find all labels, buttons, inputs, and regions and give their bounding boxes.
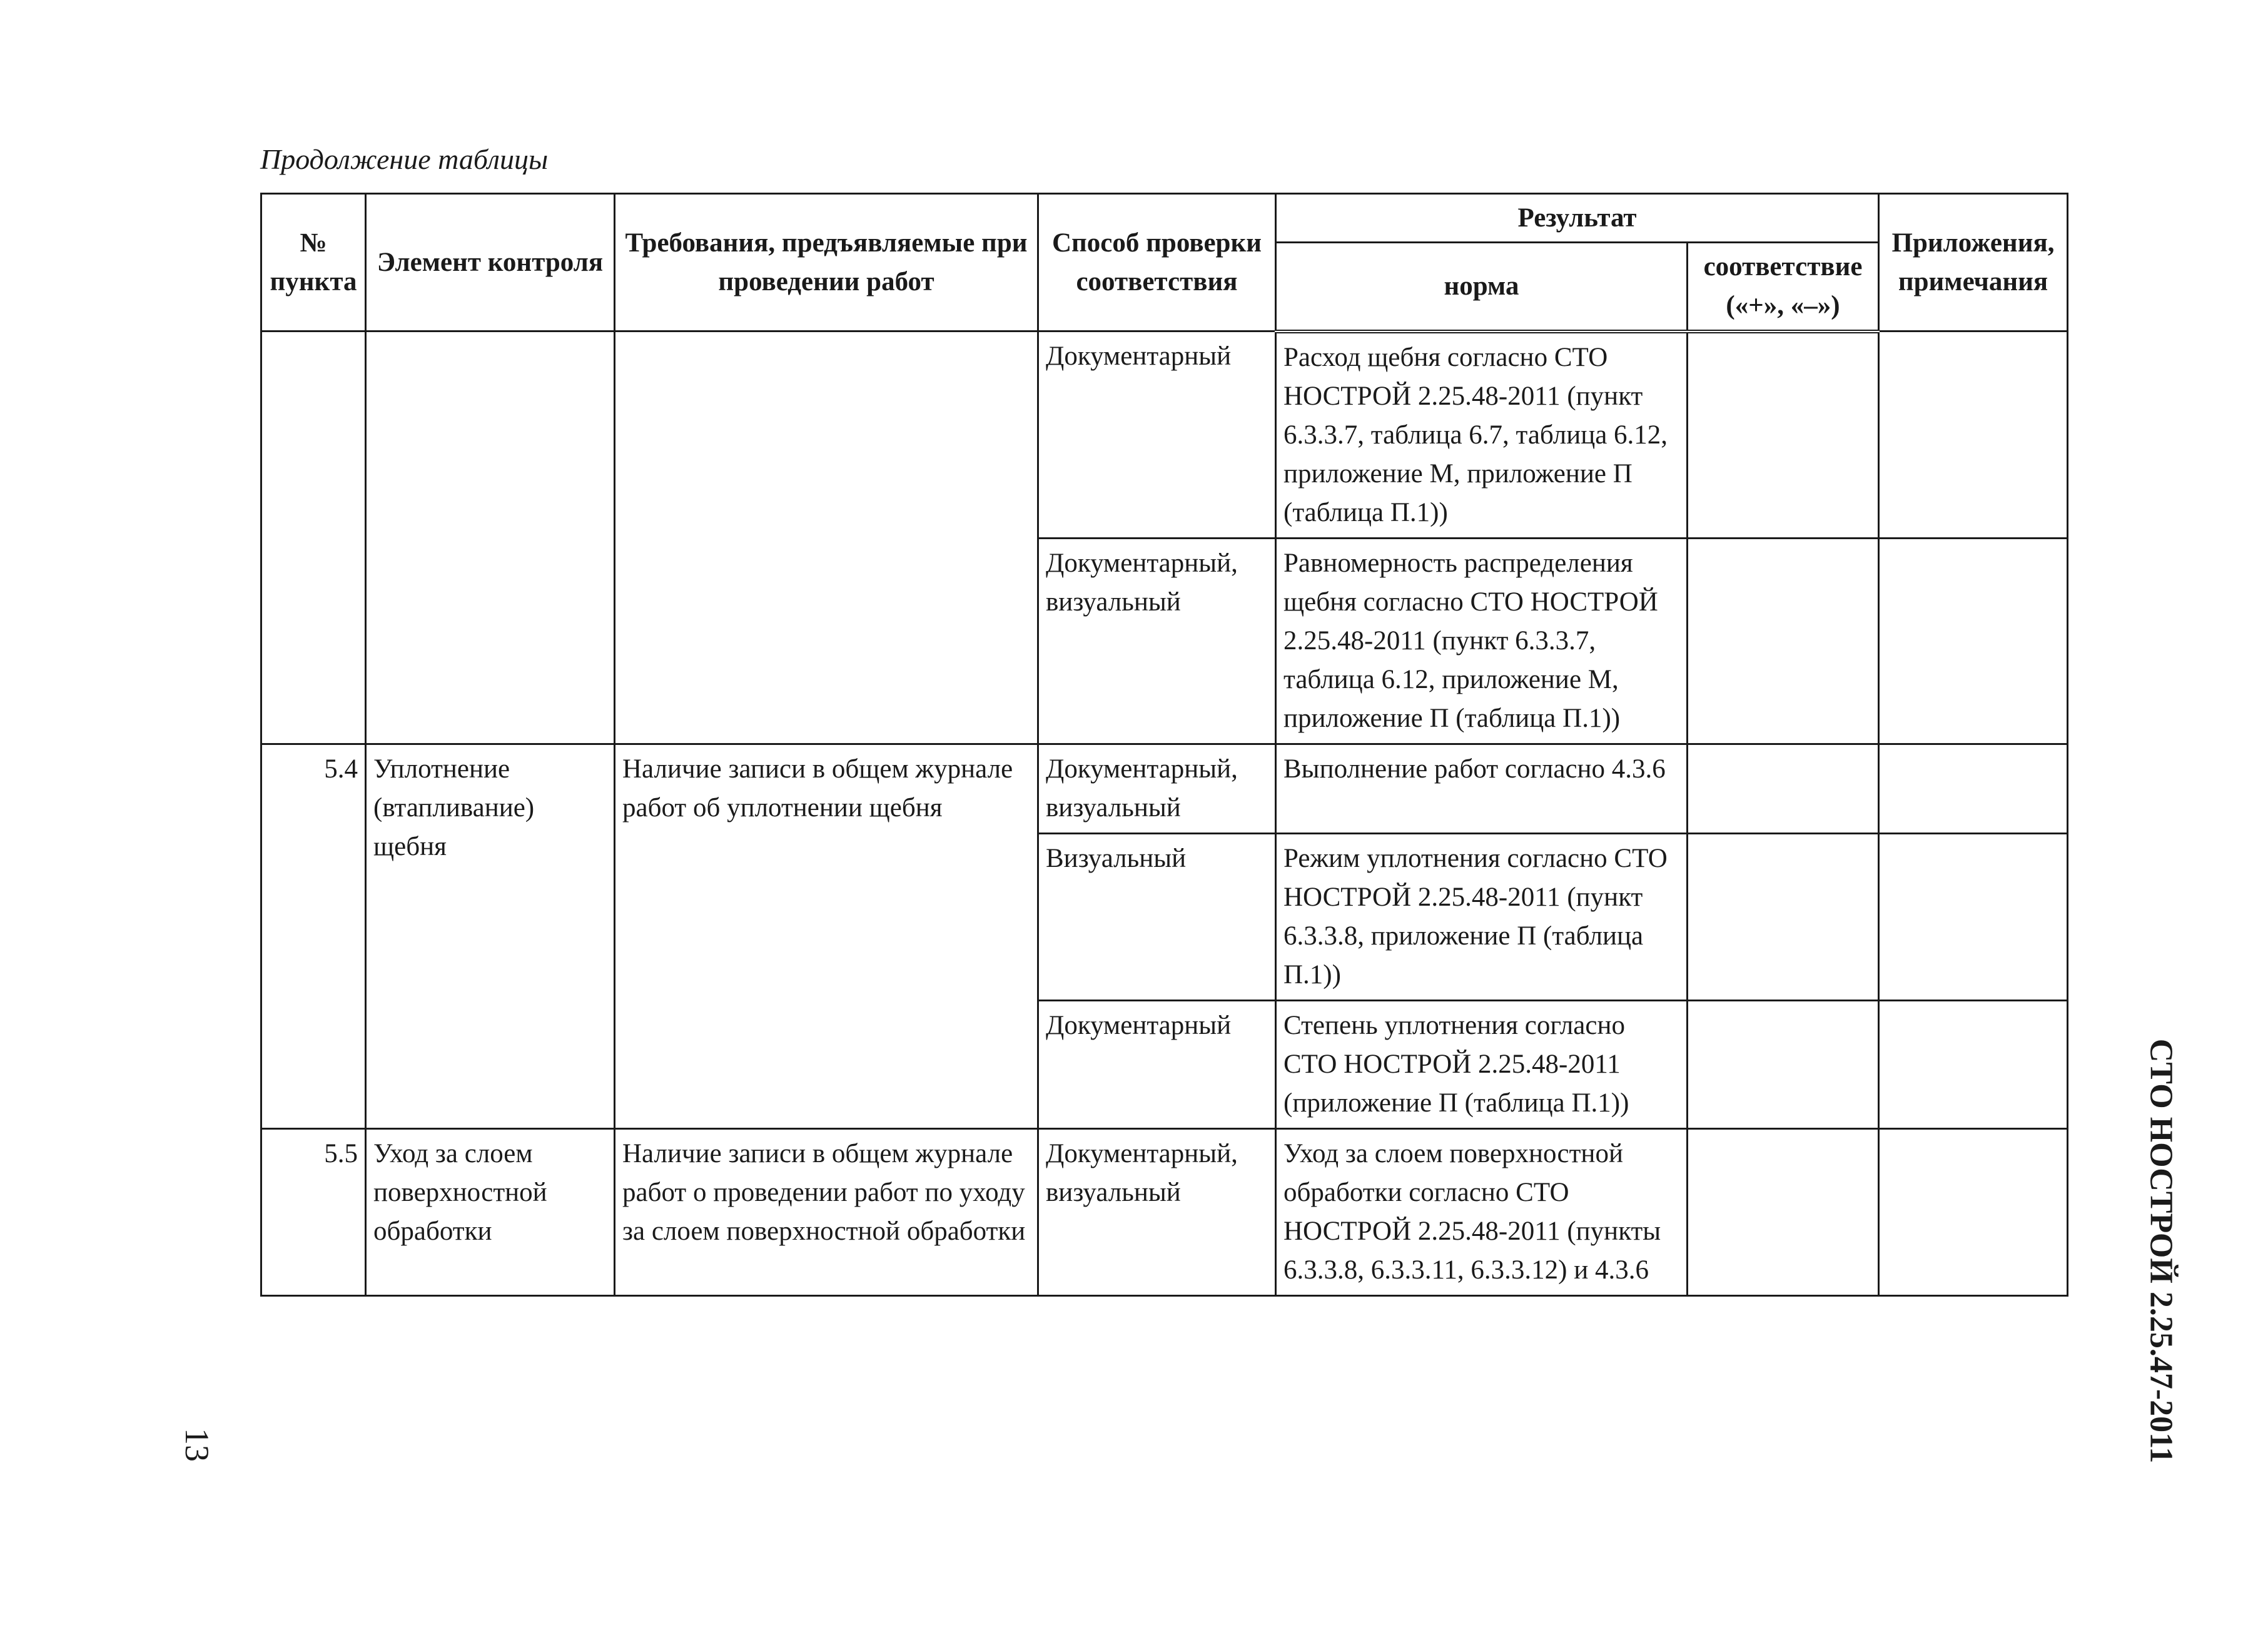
cell-notes [1879,332,2068,539]
cell-requirements: Наличие записи в общем журнале работ о проведении работ по уходу за слоем поверхностной обработки [615,1128,1038,1295]
cell-norm: Расход щебня согласно СТО НОСТРОЙ 2.25.48-2011 (пункт 6.3.3.7, таблица 6.7, таблица 6.12, приложение М, приложение П (таблица П.1)) [1276,332,1688,539]
cell-compliance [1688,744,1879,833]
cell-method: Документарный, визуальный [1038,538,1276,744]
cell-compliance [1688,1128,1879,1295]
cell-method: Визуальный [1038,833,1276,1000]
table-row [261,332,2068,539]
cell-notes [1879,538,2068,744]
document-code-text: СТО НОСТРОЙ 2.25.47-2011 [2143,1038,2179,1464]
cell-element [366,332,615,744]
control-table [260,193,2068,1297]
page-number-text: 13 [178,1428,216,1462]
cell-requirements: Наличие записи в общем журнале работ об уплотнении щебня [615,744,1038,1128]
cell-norm: Режим уплотнения согласно СТО НОСТРОЙ 2.25.48-2011 (пункт 6.3.3.8, приложение П (таблица П.1)) [1276,833,1688,1000]
cell-compliance [1688,332,1879,539]
header-element: Элемент контроля [366,194,615,332]
cell-notes [1879,744,2068,833]
header-norm: норма [1276,243,1688,332]
cell-norm: Степень уплотнения согласно СТО НОСТРОЙ 2.25.48-2011 (приложение П (таблица П.1)) [1276,1000,1688,1128]
document-code-side-title [2142,1038,2180,1464]
table-row [261,1128,2068,1295]
cell-compliance [1688,538,1879,744]
cell-norm: Уход за слоем поверхностной обработки согласно СТО НОСТРОЙ 2.25.48-2011 (пункты 6.3.3.8, 6.3.3.11, 6.3.3.12) и 4.3.6 [1276,1128,1688,1295]
table-row [261,744,2068,833]
cell-compliance [1688,833,1879,1000]
cell-element: Уход за слоем поверхностной обработки [366,1128,615,1295]
cell-requirements [615,332,1038,744]
header-notes: Приложения, примечания [1879,194,2068,332]
cell-num [261,332,366,744]
cell-notes [1879,1000,2068,1128]
table-caption: Продолжение таблицы [260,143,549,175]
cell-method: Документарный, визуальный [1038,1128,1276,1295]
header-compliance: соответствие («+», «–») [1688,243,1879,332]
cell-method: Документарный, визуальный [1038,744,1276,833]
cell-method: Документарный [1038,1000,1276,1128]
header-num: № пункта [261,194,366,332]
header-method: Способ проверки соответствия [1038,194,1276,332]
cell-norm: Равномерность распределения щебня согласно СТО НОСТРОЙ 2.25.48-2011 (пункт 6.3.3.7, таблица 6.12, приложение М, приложение П (таблица П.1)) [1276,538,1688,744]
cell-compliance [1688,1000,1879,1128]
cell-norm: Выполнение работ согласно 4.3.6 [1276,744,1688,833]
cell-notes [1879,1128,2068,1295]
header-result: Результат [1276,194,1879,243]
cell-num: 5.5 [261,1128,366,1295]
cell-method: Документарный [1038,332,1276,539]
page-number [178,1407,216,1482]
header-requirements: Требования, предъявляемые при проведении работ [615,194,1038,332]
cell-element: Уплотнение (втапливание) щебня [366,744,615,1128]
cell-notes [1879,833,2068,1000]
cell-num: 5.4 [261,744,366,1128]
